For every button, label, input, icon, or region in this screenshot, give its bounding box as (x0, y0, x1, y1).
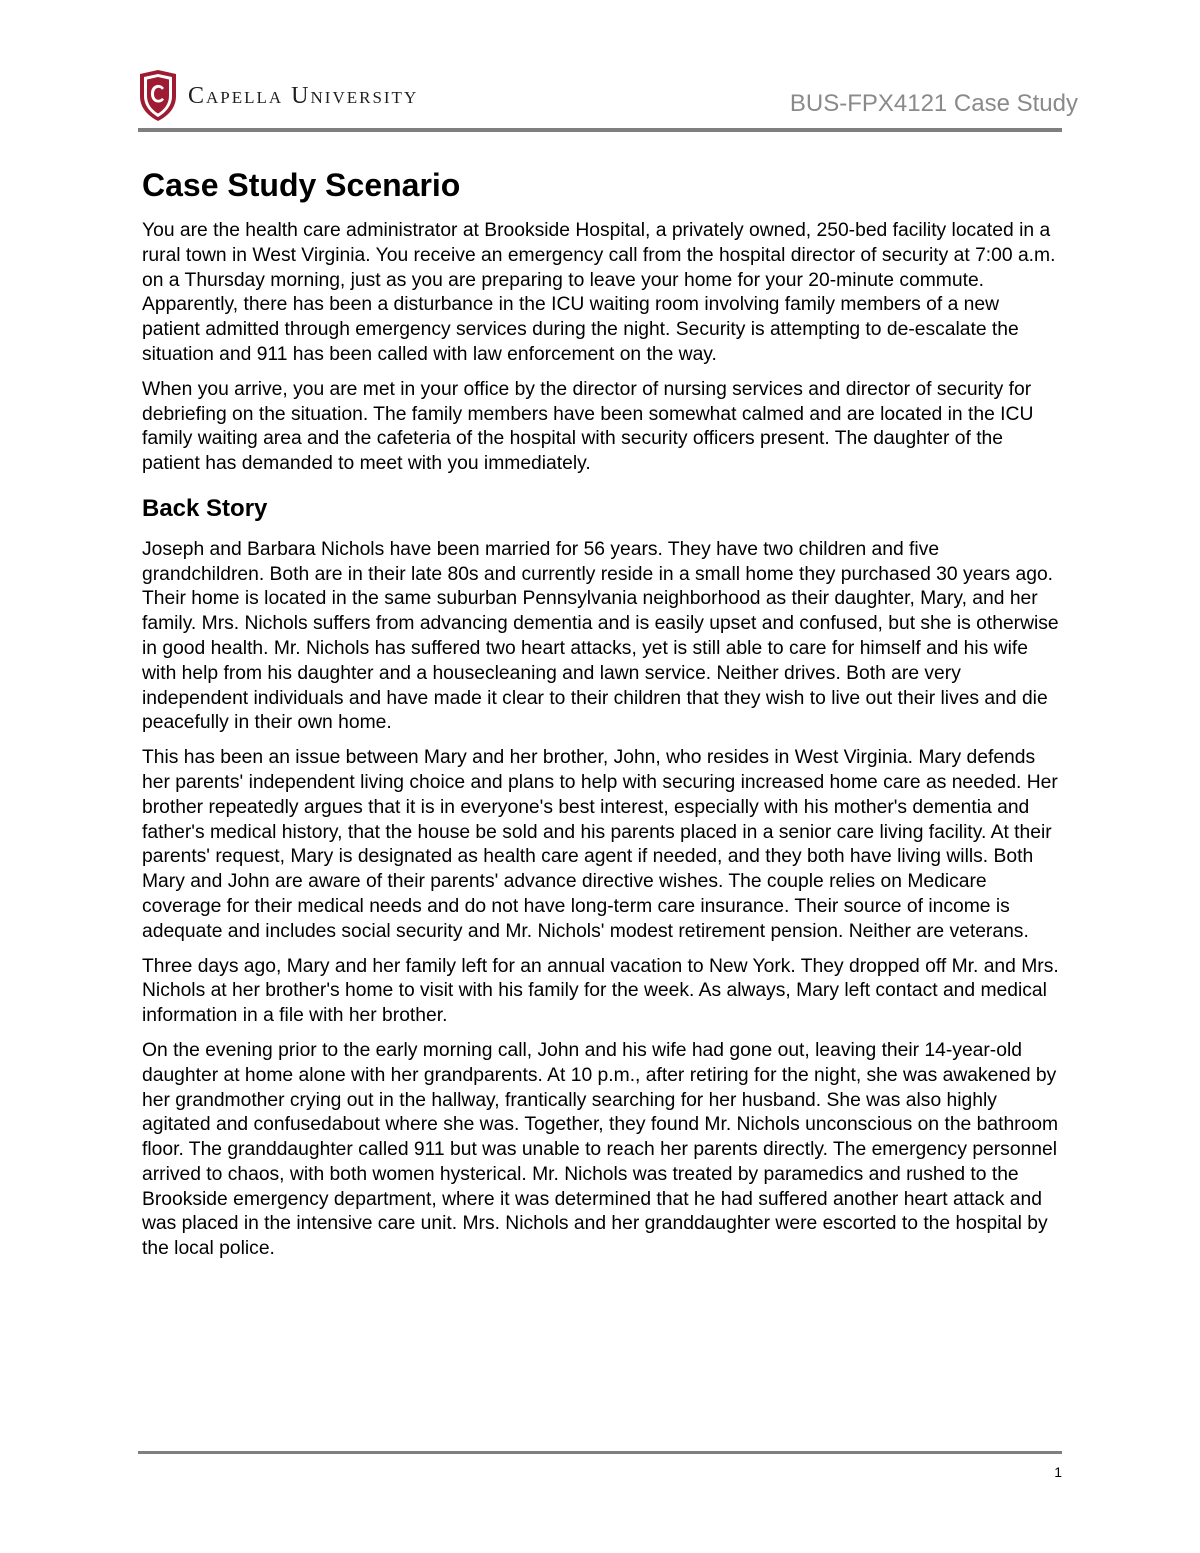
capella-shield-icon (138, 70, 178, 122)
course-title: BUS-FPX4121 Case Study (789, 90, 1078, 117)
scenario-heading: Case Study Scenario (142, 167, 461, 203)
page-header (138, 68, 1078, 128)
back-story-paragraph: This has been an issue between Mary and her brother, John, who resides in West Virginia. Mary defends her parents' independent living choice and plans to help with securing increased home care as needed. Her brother repeatedly argues that it is in everyone's best interest, especially with his mother's dementia and father's medical history, that the house be sold and his parents placed in a senior care living facility. At their parents' request, Mary is designated as health care agent if needed, and they both have living wills. Both Mary and John are aware of their parents' advance directive wishes. The couple relies on Medicare coverage for their medical needs and do not have long-term care insurance. Their source of income is adequate and includes social security and Mr. Nichols' modest retirement pension. Neither are veterans. (142, 747, 1058, 942)
back-story-paragraph: On the evening prior to the early morning call, John and his wife had gone out, leaving their 14-year-old daughter at home alone with her grandparents. At 10 p.m., after retiring for the night, she was awakened by her grandmother crying out in the hallway, frantically searching for her husband. She was also highly agitated and confusedabout where she was. Together, they found Mr. Nichols unconscious on the bathroom floor. The granddaughter called 911 but was unable to reach her parents directly. The emergency personnel arrived to chaos, with both women hysterical. Mr. Nichols was treated by paramedics and rushed to the Brookside emergency department, where it was determined that he had suffered another heart attack and was placed in the intensive care unit. Mrs. Nichols and her granddaughter were escorted to the hospital by the local police. (142, 1039, 1059, 1260)
back-story-paragraph: Joseph and Barbara Nichols have been married for 56 years. They have two children and five grandchildren. Both are in their late 80s and currently reside in a small home they purchased 30 years ago. Their home is located in the same suburban Pennsylvania neighborhood as their daughter, Mary, and her family. Mrs. Nichols suffers from advancing dementia and is easily upset and confused, but she is otherwise in good health. Mr. Nichols has suffered two heart attacks, yet is still able to care for himself and his wife with help from his daughter and a housecleaning and lawn service. Neither drives. Both are very independent individuals and have made it clear to their children that they wish to live out their lives and die peacefully in their own home. (142, 538, 1059, 734)
back-story-heading: Back Story (142, 494, 268, 522)
footer-divider (138, 1451, 1062, 1454)
university-logo (138, 68, 418, 124)
header-divider (138, 128, 1062, 132)
scenario-paragraph: You are the health care administrator at Brookside Hospital, a privately owned, 250-bed facility located in a rural town in West Virginia. You receive an emergency call from the hospital director of security at 7:00 a.m. on a Thursday morning, just as you are preparing to leave your home for your 20-minute commute. Apparently, there has been a disturbance in the ICU waiting room involving family members of a new patient admitted through emergency services during the night. Security is attempting to de-escalate the situation and 911 has been called with law enforcement on the way. (142, 220, 1056, 365)
page-number: 1 (1054, 1464, 1062, 1480)
document-body (142, 165, 1062, 1272)
university-name: Capella University (188, 83, 419, 109)
scenario-paragraph: When you arrive, you are met in your office by the director of nursing services and director of security for debriefing on the situation. The family members have been somewhat calmed and are located in the ICU family waiting area and the cafeteria of the hospital with security officers present. The daughter of the patient has demanded to meet with you immediately. (142, 378, 1034, 475)
back-story-paragraph: Three days ago, Mary and her family left for an annual vacation to New York. They dropped off Mr. and Mrs. Nichols at her brother's home to visit with his family for the week. As always, Mary left contact and medical information in a file with her brother. (142, 955, 1059, 1027)
